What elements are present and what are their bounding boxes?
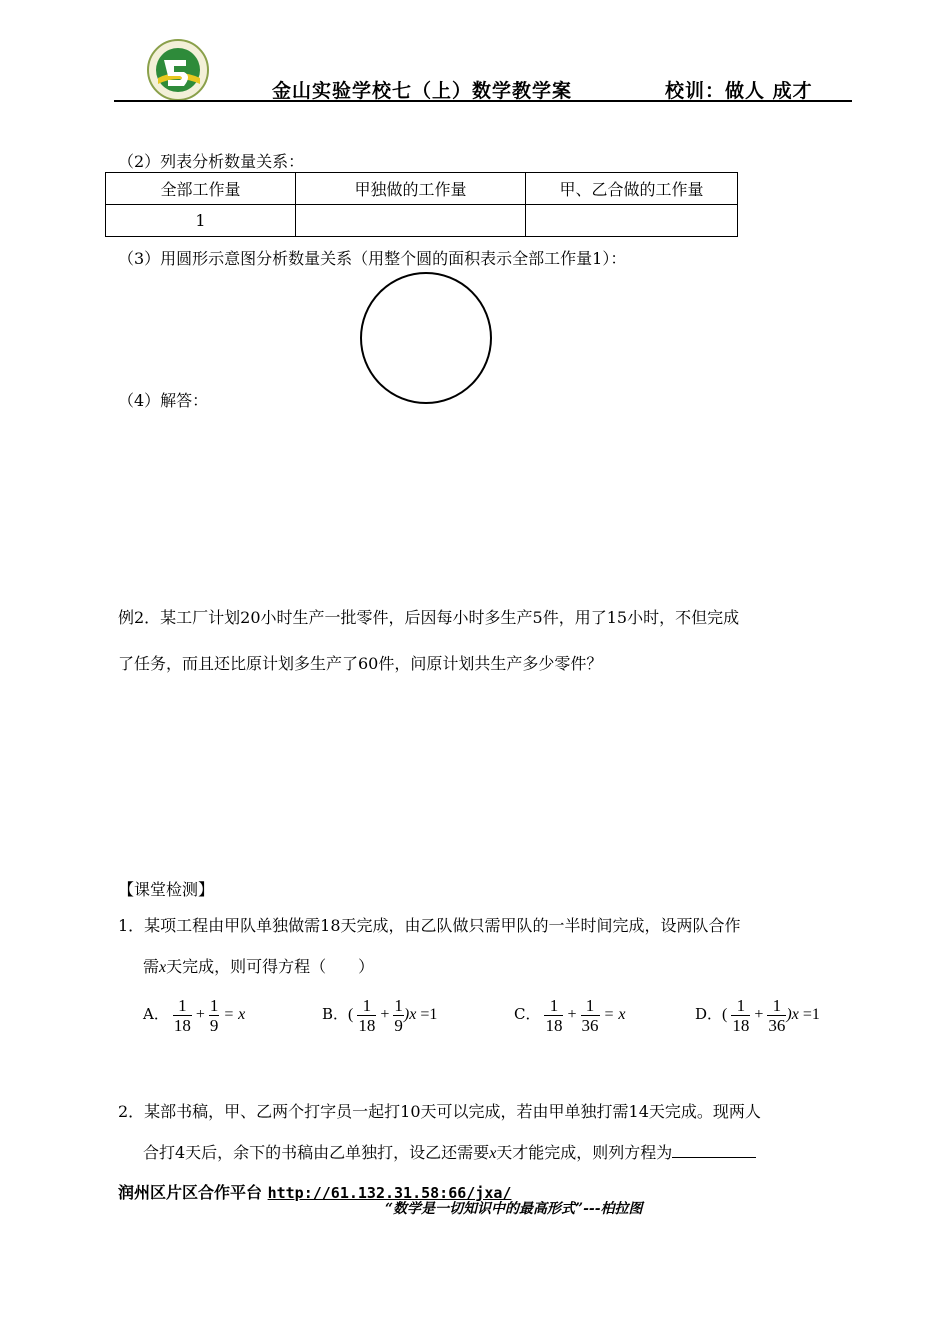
option-close: )x: [403, 1006, 417, 1024]
analysis-table: [105, 172, 738, 237]
q1-option-c[interactable]: [514, 996, 625, 1035]
q1-variable: x: [159, 959, 167, 976]
fraction-denominator: 36: [581, 1016, 599, 1035]
header-divider: [114, 100, 852, 102]
fraction-denominator: 9: [394, 1016, 403, 1035]
fraction-numerator: 1: [209, 996, 219, 1015]
fraction-numerator: 1: [173, 996, 192, 1016]
q1-option-d[interactable]: [695, 996, 820, 1035]
q2-line1: 2．某部书稿，甲、乙两个打字员一起打10天可以完成，若由甲单独打需14天完成。现两人: [118, 1102, 761, 1121]
option-rhs: =1: [802, 1006, 820, 1024]
example2-line1: 例2．某工厂计划20小时生产一批零件，后因每小时多生产5件，用了15小时，不但完成: [118, 608, 740, 627]
example2-line2: 了任务，而且还比原计划多生产了60件，问原计划共生产多少零件？: [118, 654, 603, 673]
option-rhs: = x: [603, 1006, 626, 1024]
q1-line1: 1．某项工程由甲队单独做需18天完成，由乙队做只需甲队的一半时间完成，设两队合作: [118, 916, 741, 935]
option-open-paren: (: [348, 1006, 354, 1024]
option-open-paren: (: [722, 1006, 728, 1024]
fraction: [581, 996, 600, 1035]
plus-sign: +: [754, 1006, 764, 1024]
q1-option-a[interactable]: [143, 996, 245, 1035]
option-label: C．: [514, 1005, 541, 1024]
header-motto: 校训：做人 成才: [665, 80, 813, 102]
table-row: [106, 205, 738, 237]
fraction-denominator: 36: [768, 1016, 786, 1035]
q2-variable: x: [489, 1145, 497, 1162]
q2-line2: [143, 1140, 756, 1163]
table-cell[interactable]: [296, 205, 526, 237]
table-header-cell: 甲独做的工作量: [296, 173, 526, 205]
fraction-denominator: 18: [545, 1016, 563, 1035]
answer-blank[interactable]: [672, 1141, 756, 1158]
fraction-numerator: 1: [357, 996, 376, 1016]
table-cell: 1: [106, 205, 296, 237]
table-header-cell: 甲、乙合做的工作量: [526, 173, 738, 205]
fraction-numerator: 1: [581, 996, 600, 1016]
q1-line2-post: 天完成，则可得方程（ ）: [166, 957, 375, 976]
table-header-row: [106, 173, 738, 205]
section2-label: （2）列表分析数量关系：: [118, 152, 305, 171]
footer-platform-label: 润州区片区合作平台: [118, 1183, 263, 1202]
plus-sign: +: [195, 1006, 205, 1024]
header-title: 金山实验学校七（上）数学教学案: [272, 80, 573, 102]
option-label: D．: [695, 1005, 723, 1024]
option-label: A．: [143, 1005, 169, 1024]
option-close: )x: [786, 1006, 799, 1024]
plus-sign: +: [380, 1006, 390, 1024]
plus-sign: +: [567, 1006, 577, 1024]
q2-line2-post: 天才能完成，则列方程为: [496, 1143, 673, 1162]
fraction-denominator: 18: [173, 1016, 191, 1035]
table-header-cell: 全部工作量: [106, 173, 296, 205]
fraction-numerator: 1: [767, 996, 786, 1016]
fraction-denominator: 9: [209, 1016, 219, 1035]
section3-label: （3）用圆形示意图分析数量关系（用整个圆的面积表示全部工作量1）：: [118, 249, 627, 268]
fraction: [767, 996, 786, 1035]
fraction: [173, 996, 192, 1035]
fraction-numerator: 1: [544, 996, 563, 1016]
fraction: [544, 996, 563, 1035]
fraction-numerator: 1: [394, 996, 403, 1015]
q1-line2-pre: 需: [143, 957, 160, 976]
footer-url-link[interactable]: http://61.132.31.58:66/jxa/: [267, 1184, 512, 1202]
fraction: [731, 996, 750, 1035]
fraction: [393, 996, 404, 1035]
classroom-heading: 【课堂检测】: [118, 880, 215, 899]
fraction-numerator: 1: [731, 996, 750, 1016]
fraction: [357, 996, 376, 1035]
option-rhs: = x: [223, 1006, 246, 1024]
school-logo: [146, 38, 210, 102]
table-cell[interactable]: [526, 205, 738, 237]
q2-line2-pre: 合打4天后，余下的书稿由乙单独打，设乙还需要: [143, 1143, 490, 1162]
q1-line2: [143, 954, 374, 977]
footer-quote: “数学是一切知识中的最高形式”---柏拉图: [385, 1201, 643, 1217]
option-label: B．: [322, 1005, 349, 1024]
fraction: [209, 996, 220, 1035]
fraction-denominator: 18: [358, 1016, 376, 1035]
fraction-denominator: 18: [732, 1016, 750, 1035]
q1-option-b[interactable]: [322, 996, 437, 1035]
option-rhs: =1: [420, 1006, 438, 1024]
section4-label: （4）解答：: [118, 391, 209, 410]
work-circle-diagram: [360, 272, 492, 404]
